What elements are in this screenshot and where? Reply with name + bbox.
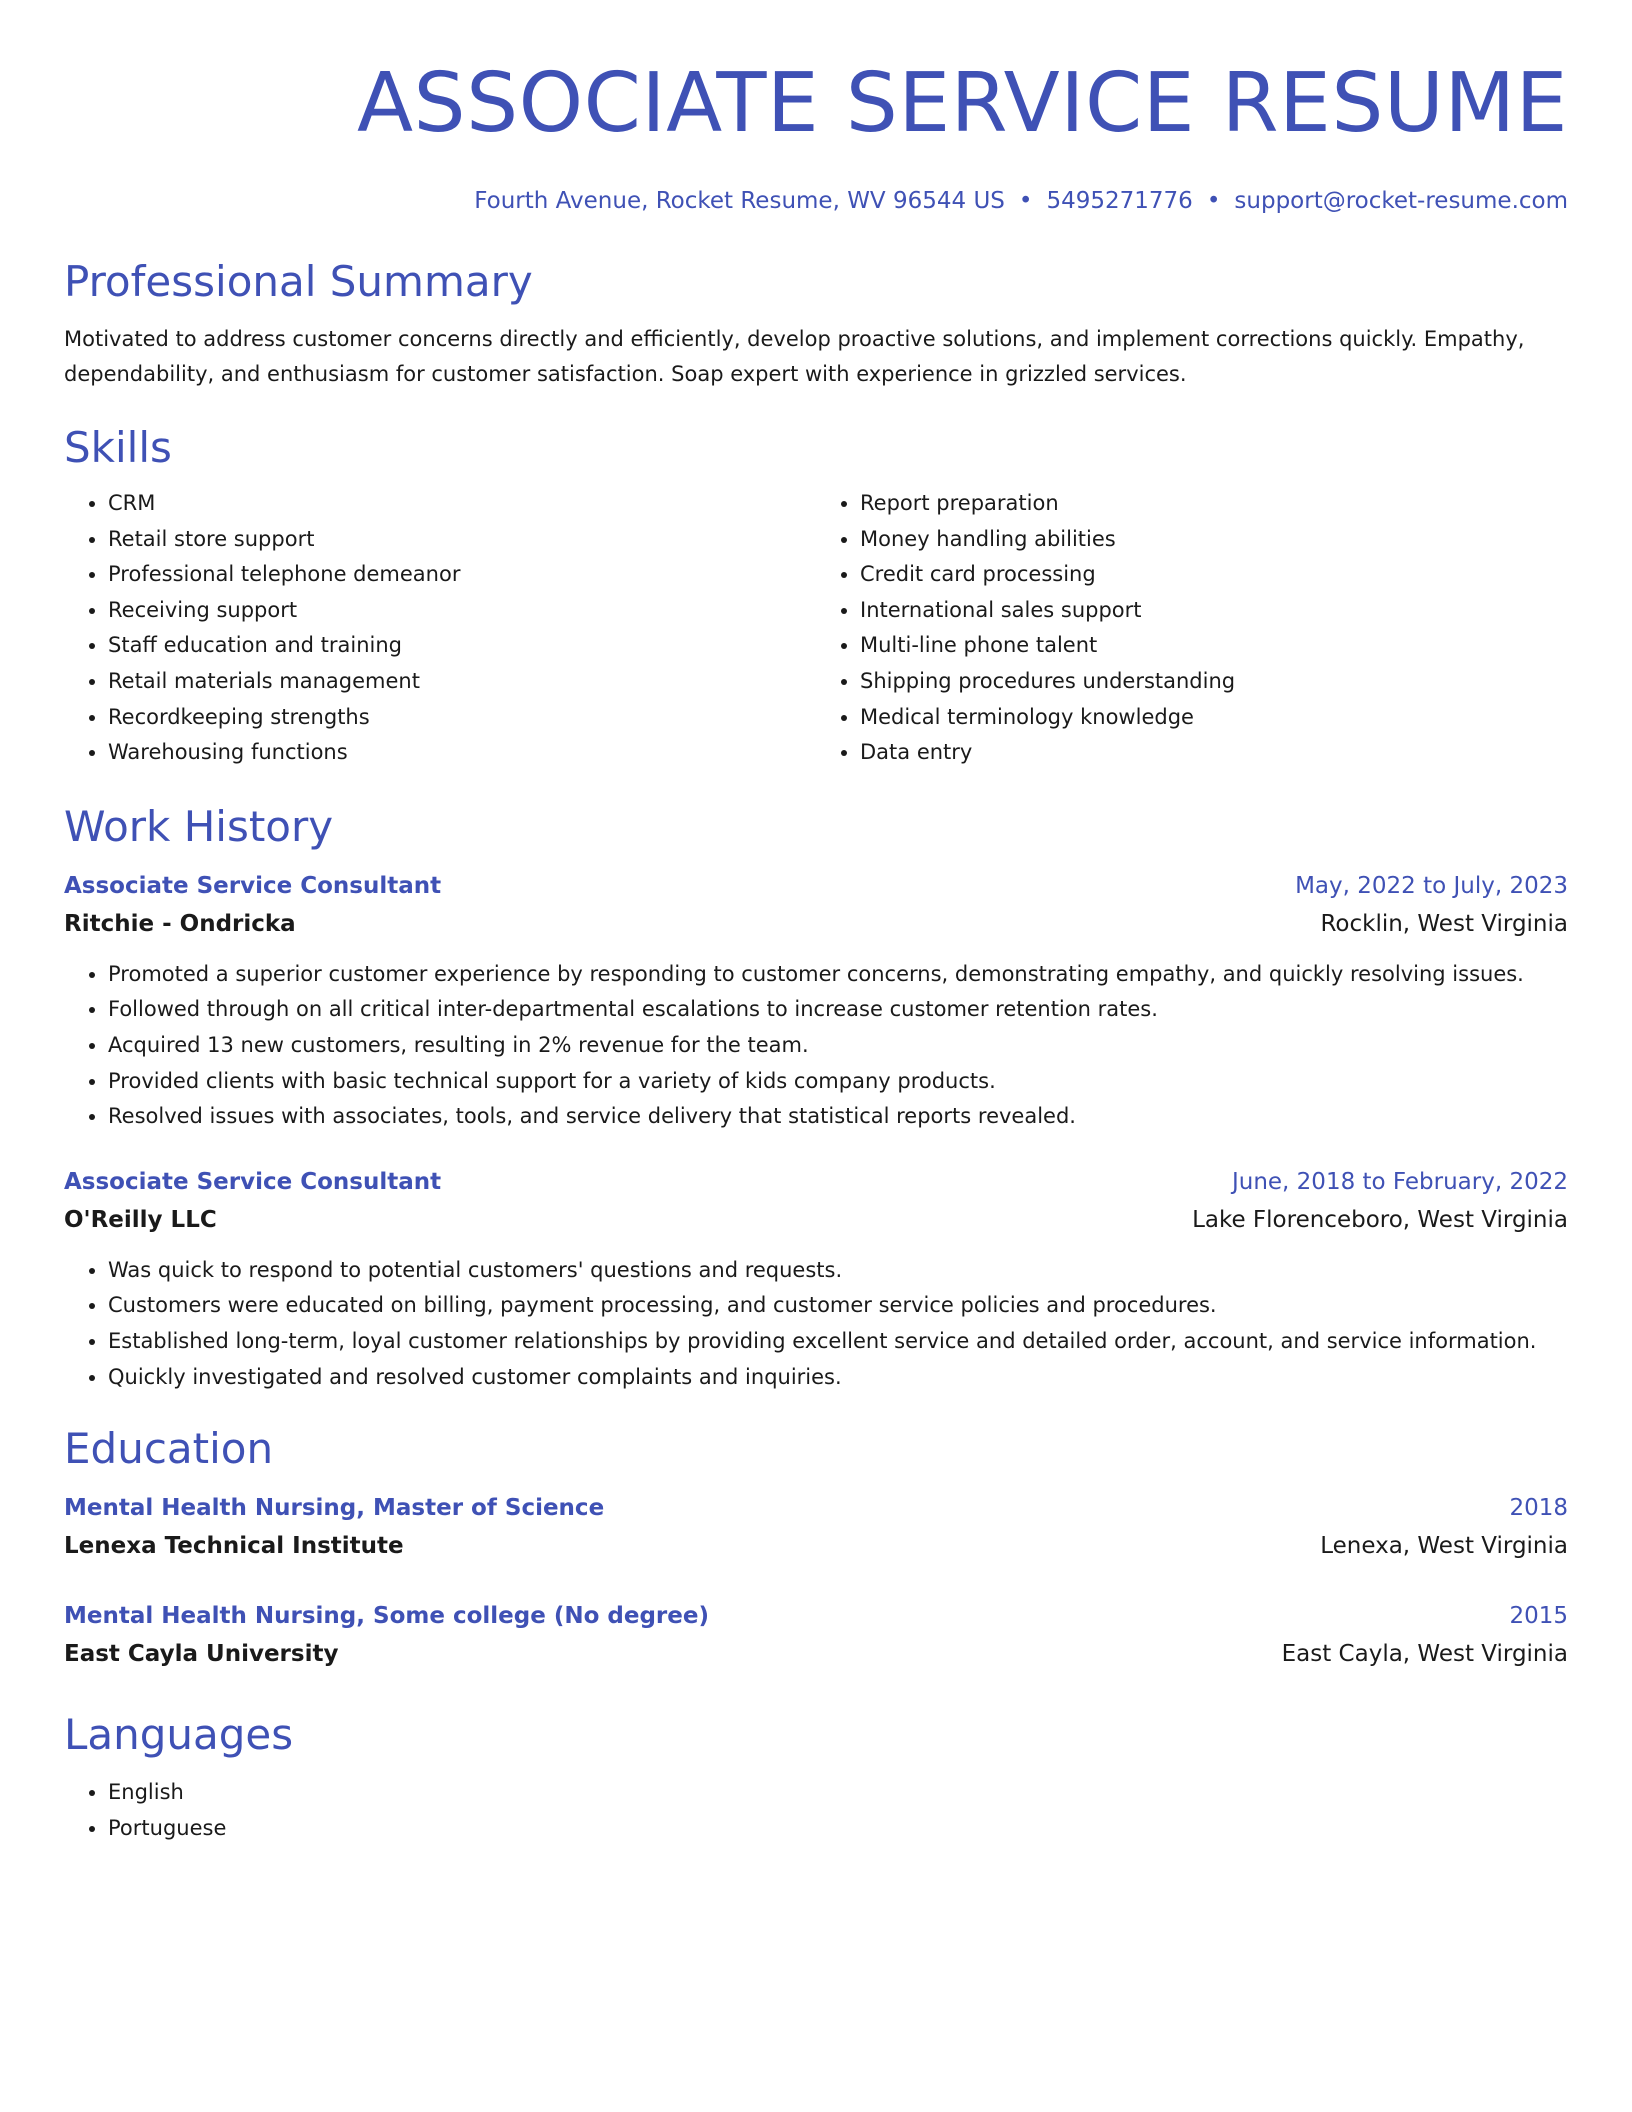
skill-item: • Multi-line phone talent (860, 628, 1568, 664)
education-heading: Education (64, 1424, 274, 1474)
skills-heading: Skills (64, 423, 172, 472)
employer-name: O'Reilly LLC (64, 1206, 217, 1233)
degree-row (64, 1489, 1568, 1527)
job-bullet: • Provided clients with basic technical support for a variety of kids company products. (108, 1064, 1568, 1100)
graduation-year: 2015 (1509, 1603, 1568, 1630)
degree: Mental Health Nursing, Some college (No degree) (64, 1603, 709, 1630)
skill-item: • Medical terminology knowledge (860, 700, 1568, 736)
degree: Mental Health Nursing, Master of Science (64, 1495, 605, 1522)
skill-item: • Report preparation (860, 486, 1568, 522)
employer-row (64, 905, 1568, 943)
job-bullet: • Acquired 13 new customers, resulting in 2% revenue for the team. (108, 1028, 1568, 1064)
language-item: • Portuguese (108, 1811, 1568, 1847)
education-entry (64, 1489, 1568, 1565)
job-bullet: • Followed through on all critical inter-departmental escalations to increase customer retention rates. (108, 992, 1568, 1028)
summary-text: Motivated to address customer concerns directly and efficiently, develop proactive solutions, and implement corrections quickly. Empathy, dependability, and enthusiasm for customer satisfaction. Soap expert with experience in grizzled services. (64, 327, 1525, 386)
school-location: East Cayla, West Virginia (1281, 1641, 1568, 1668)
skill-item: • Professional telephone demeanor (108, 557, 816, 593)
skills-list-right (816, 486, 1568, 771)
address: Fourth Avenue, Rocket Resume, WV 96544 US (474, 188, 1005, 214)
languages-heading: Languages (64, 1710, 294, 1760)
skills-grid (64, 486, 1568, 771)
summary-heading: Professional Summary (64, 257, 533, 306)
skill-item: • International sales support (860, 593, 1568, 629)
job-location: Rocklin, West Virginia (1320, 910, 1568, 937)
skill-item: • Retail store support (108, 522, 816, 558)
job-bullet: • Established long-term, loyal customer relationships by providing excellent service and detailed order, account, and service information. (108, 1324, 1568, 1360)
skill-item: • Shipping procedures understanding (860, 664, 1568, 700)
job-entry (64, 1163, 1568, 1395)
skill-item: • Credit card processing (860, 557, 1568, 593)
separator-dot: • (1018, 188, 1033, 214)
job-location: Lake Florenceboro, West Virginia (1192, 1206, 1568, 1233)
skill-item: • Warehousing functions (108, 735, 816, 771)
skills-list-left (64, 486, 816, 771)
job-title-row (64, 867, 1568, 905)
language-item: • English (108, 1775, 1568, 1811)
resume-title: ASSOCIATE SERVICE RESUME (356, 56, 1568, 151)
job-bullet: • Quickly investigated and resolved customer complaints and inquiries. (108, 1360, 1568, 1396)
school-row (64, 1635, 1568, 1673)
skill-item: • Recordkeeping strengths (108, 700, 816, 736)
job-title: Associate Service Consultant (64, 872, 442, 899)
job-bullet: • Was quick to respond to potential customers' questions and requests. (108, 1253, 1568, 1289)
job-dates: May, 2022 to July, 2023 (1295, 872, 1568, 899)
job-bullets (64, 1253, 1568, 1395)
skill-item: • CRM (108, 486, 816, 522)
school-name: Lenexa Technical Institute (64, 1533, 404, 1560)
degree-row (64, 1597, 1568, 1635)
skill-item: • Staff education and training (108, 628, 816, 664)
email-link[interactable]: support@rocket-resume.com (1234, 188, 1568, 214)
skill-item: • Receiving support (108, 593, 816, 629)
job-title: Associate Service Consultant (64, 1168, 442, 1195)
job-bullet: • Resolved issues with associates, tools, and service delivery that statistical reports revealed. (108, 1099, 1568, 1135)
job-title-row (64, 1163, 1568, 1201)
employer-row (64, 1201, 1568, 1239)
separator-dot: • (1206, 188, 1221, 214)
skill-item: • Data entry (860, 735, 1568, 771)
phone: 5495271776 (1046, 188, 1193, 214)
job-dates: June, 2018 to February, 2022 (1231, 1168, 1568, 1195)
school-location: Lenexa, West Virginia (1320, 1533, 1568, 1560)
job-bullets (64, 957, 1568, 1135)
education-entry (64, 1597, 1568, 1673)
job-bullet: • Customers were educated on billing, payment processing, and customer service policies and procedures. (108, 1288, 1568, 1324)
resume-header (64, 44, 1568, 218)
work-history-heading: Work History (64, 801, 334, 851)
graduation-year: 2018 (1509, 1495, 1568, 1522)
job-entry (64, 867, 1568, 1135)
skill-item: • Money handling abilities (860, 522, 1568, 558)
skill-item: • Retail materials management (108, 664, 816, 700)
school-row (64, 1527, 1568, 1565)
job-bullet: • Promoted a superior customer experience by responding to customer concerns, demonstrating empathy, and quickly resolving issues. (108, 957, 1568, 993)
school-name: East Cayla University (64, 1641, 339, 1668)
employer-name: Ritchie - Ondricka (64, 910, 296, 937)
languages-list (64, 1775, 1568, 1846)
contact-line (64, 184, 1568, 218)
